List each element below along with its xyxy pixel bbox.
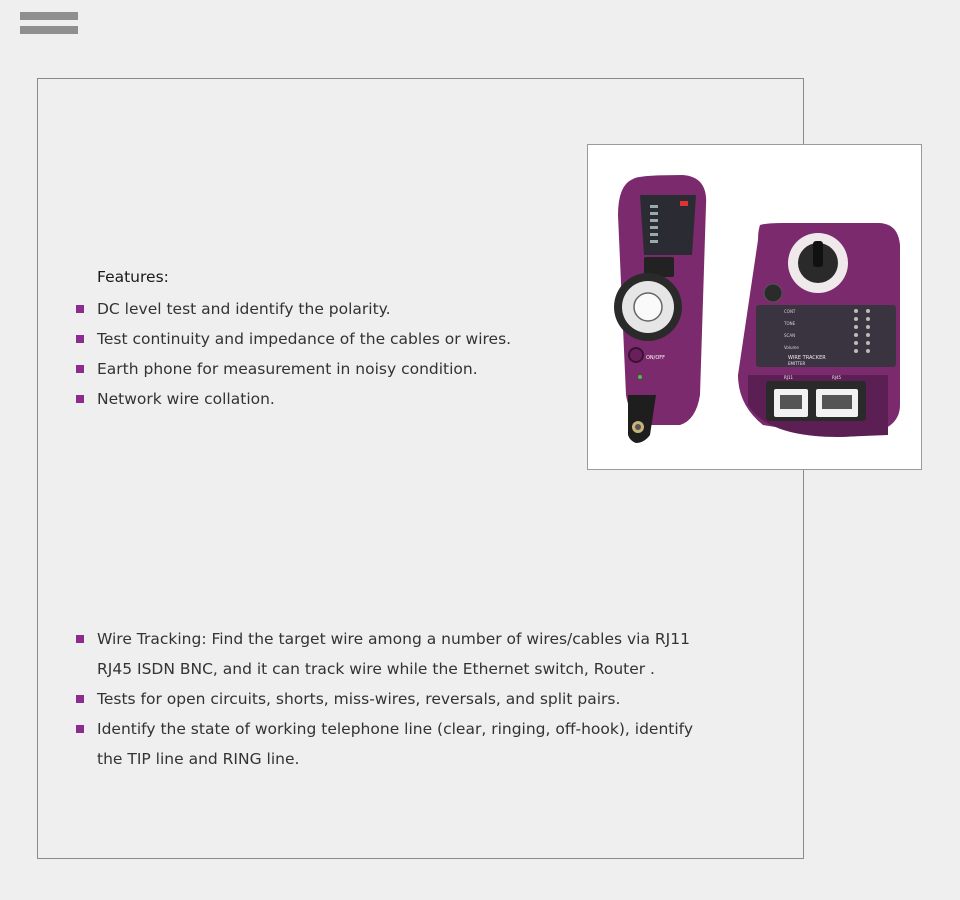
list-item: [76, 294, 511, 324]
list-item: [76, 624, 716, 684]
receiver-probe: [614, 175, 706, 443]
bullet-square-icon: [76, 365, 84, 373]
bullet-square-icon: [76, 725, 84, 733]
list-item-text: Test continuity and impedance of the cables or wires.: [97, 330, 512, 348]
mode-label-volume: Volume: [784, 345, 799, 350]
mode-label-tone: TONE: [784, 321, 796, 326]
list-item-text: Tests for open circuits, shorts, miss-wires, reversals, and split pairs.: [97, 690, 621, 708]
list-item-text: Earth phone for measurement in noisy condition.: [97, 360, 478, 378]
mode-label-scan: SCAN: [784, 333, 796, 338]
on-off-label: ON/OFF: [646, 355, 666, 361]
port-label-rj45: RJ45: [832, 375, 842, 380]
list-item: [76, 714, 716, 774]
list-item-text: DC level test and identify the polarity.: [97, 300, 391, 318]
bullet-square-icon: [76, 395, 84, 403]
hamburger-menu-icon[interactable]: [20, 12, 78, 34]
list-item-text: Network wire collation.: [97, 390, 275, 408]
emitter-title: WIRE TRACKER: [788, 355, 826, 361]
list-item-text: Wire Tracking: Find the target wire among a number of wires/cables via RJ11 RJ45 ISDN BNC, and it can track wire while the Ethernet switch, Router .: [97, 630, 690, 678]
list-item: [76, 354, 511, 384]
bullet-square-icon: [76, 635, 84, 643]
menu-bar-bottom: [20, 26, 78, 34]
features-title: Features:: [97, 268, 169, 286]
bullet-square-icon: [76, 335, 84, 343]
features-list: [76, 294, 511, 414]
list-item: [76, 324, 511, 354]
wire-tracker-illustration: [588, 145, 921, 469]
emitter-subtitle: EMITTER: [788, 361, 806, 366]
bullet-square-icon: [76, 305, 84, 313]
list-item: [76, 684, 716, 714]
list-item: [76, 384, 511, 414]
emitter-unit: [738, 223, 900, 437]
bullet-square-icon: [76, 695, 84, 703]
port-label-rj11: RJ11: [784, 375, 794, 380]
rj45-port-socket: [822, 395, 852, 409]
rj11-port-socket: [780, 395, 802, 409]
product-photo: [587, 144, 922, 470]
list-item-text: Identify the state of working telephone line (clear, ringing, off-hook), identify the TIP line and RING line.: [97, 720, 694, 768]
details-list: [76, 624, 716, 774]
mode-label-cont: CONT: [784, 309, 796, 314]
menu-bar-top: [20, 12, 78, 20]
